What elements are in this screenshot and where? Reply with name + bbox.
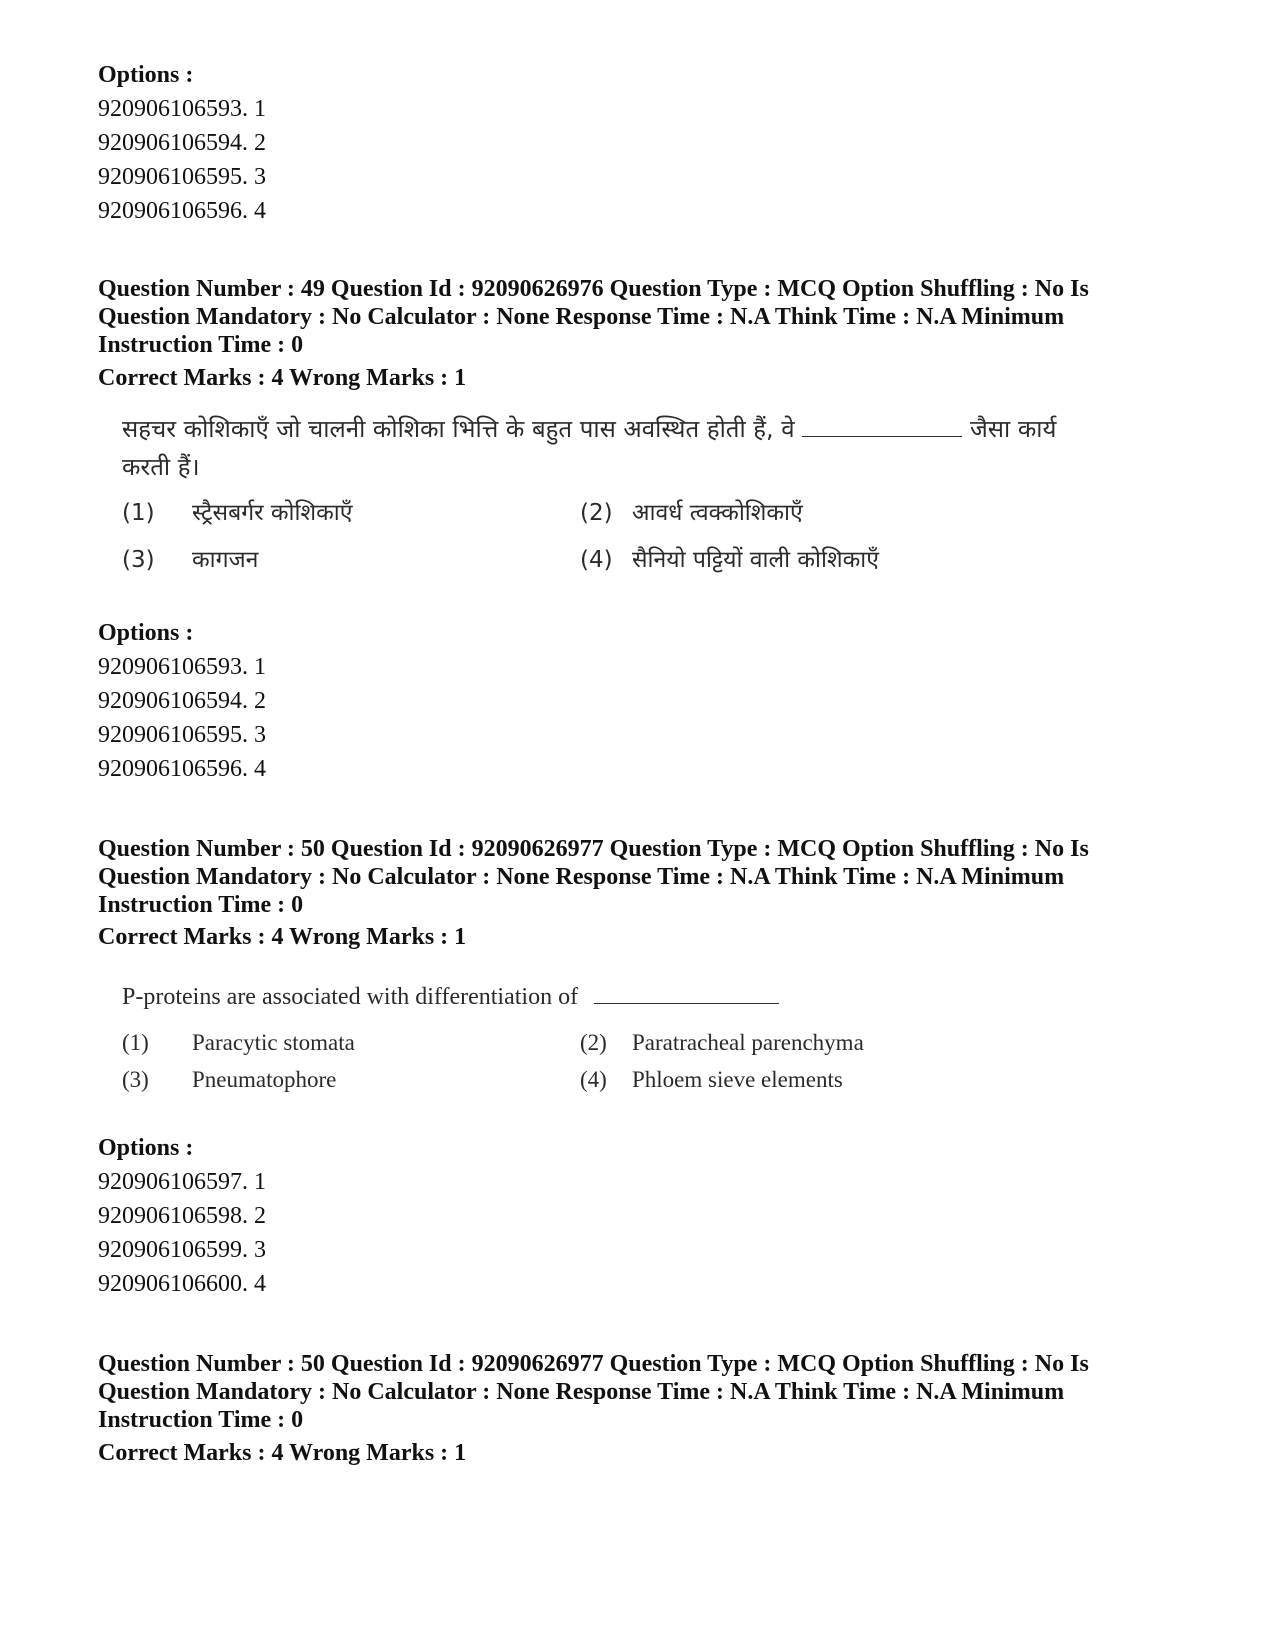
option-line: 920906106594. 2 — [98, 130, 266, 156]
answer-blank — [594, 983, 779, 1004]
choice-number: (1) — [122, 500, 155, 526]
choice-text: Paracytic stomata — [192, 1030, 355, 1055]
option-line: 920906106599. 3 — [98, 1237, 266, 1263]
option-line: 920906106598. 2 — [98, 1203, 266, 1229]
question-50-stem — [122, 978, 1082, 1016]
question-49-stem-part2: जैसा कार्य करती हैं। — [122, 415, 1057, 481]
choice-number: (2) — [580, 1030, 607, 1055]
option-line: 920906106595. 3 — [98, 722, 266, 748]
choice-number: (2) — [580, 500, 613, 526]
answer-blank — [802, 416, 962, 437]
question-50-marks: Correct Marks : 4 Wrong Marks : 1 — [98, 924, 467, 950]
choice-text: स्ट्रैसबर्गर कोशिकाएँ — [192, 500, 353, 526]
question-49-meta: Question Number : 49 Question Id : 92090626976 Question Type : MCQ Option Shuffling : No Is Question Mandatory : No Calculator : None Response Time : N.A Think Time : N.A Minimum Instruction Time : 0 — [98, 276, 1089, 358]
choice-number: (4) — [580, 1067, 607, 1092]
choice-text: Pneumatophore — [192, 1067, 337, 1092]
choice-text: कागजन — [192, 547, 259, 573]
option-line: 920906106600. 4 — [98, 1271, 266, 1297]
options-heading: Options : — [98, 62, 194, 88]
question-49-options — [98, 616, 266, 786]
question-50-repeat-marks: Correct Marks : 4 Wrong Marks : 1 — [98, 1440, 467, 1466]
question-50-body — [122, 978, 1082, 1016]
option-line: 920906106593. 1 — [98, 96, 266, 122]
question-49-marks: Correct Marks : 4 Wrong Marks : 1 — [98, 365, 467, 391]
options-heading: Options : — [98, 620, 194, 646]
choice-text: आवर्ध त्वक्कोशिकाएँ — [632, 500, 803, 526]
choice-2 — [580, 498, 803, 528]
choice-number: (1) — [122, 1030, 149, 1055]
option-line: 920906106596. 4 — [98, 198, 266, 224]
question-50-stem-text: P-proteins are associated with differentiation of — [122, 984, 579, 1010]
choice-2 — [580, 1028, 864, 1058]
question-49-stem — [122, 410, 1082, 486]
option-line: 920906106596. 4 — [98, 756, 266, 782]
question-50-options — [98, 1131, 266, 1301]
choice-text: Phloem sieve elements — [632, 1067, 843, 1092]
choice-4 — [580, 1065, 843, 1095]
choice-3 — [122, 545, 258, 575]
choice-1 — [122, 1028, 355, 1058]
question-50-repeat-meta: Question Number : 50 Question Id : 92090626977 Question Type : MCQ Option Shuffling : No Is Question Mandatory : No Calculator : None Response Time : N.A Think Time : N.A Minimum Instruction Time : 0 — [98, 1351, 1089, 1433]
option-line: 920906106597. 1 — [98, 1169, 266, 1195]
question-49-stem-part1: सहचर कोशिकाएँ जो चालनी कोशिका भित्ति के बहुत पास अवस्थित होती हैं, वे — [122, 415, 795, 443]
choice-text: Paratracheal parenchyma — [632, 1030, 864, 1055]
options-heading: Options : — [98, 1135, 194, 1161]
choice-3 — [122, 1065, 336, 1095]
option-line: 920906106595. 3 — [98, 164, 266, 190]
option-line: 920906106593. 1 — [98, 654, 266, 680]
choice-4 — [580, 545, 879, 575]
options-block-top — [98, 58, 266, 228]
choice-1 — [122, 498, 352, 528]
choice-number: (3) — [122, 547, 155, 573]
option-line: 920906106594. 2 — [98, 688, 266, 714]
question-50-meta: Question Number : 50 Question Id : 92090626977 Question Type : MCQ Option Shuffling : No Is Question Mandatory : No Calculator : None Response Time : N.A Think Time : N.A Minimum Instruction Time : 0 — [98, 836, 1089, 918]
question-49-body — [122, 410, 1082, 486]
choice-text: सैनियो पट्टियों वाली कोशिकाएँ — [632, 547, 879, 573]
choice-number: (3) — [122, 1067, 149, 1092]
choice-number: (4) — [580, 547, 613, 573]
